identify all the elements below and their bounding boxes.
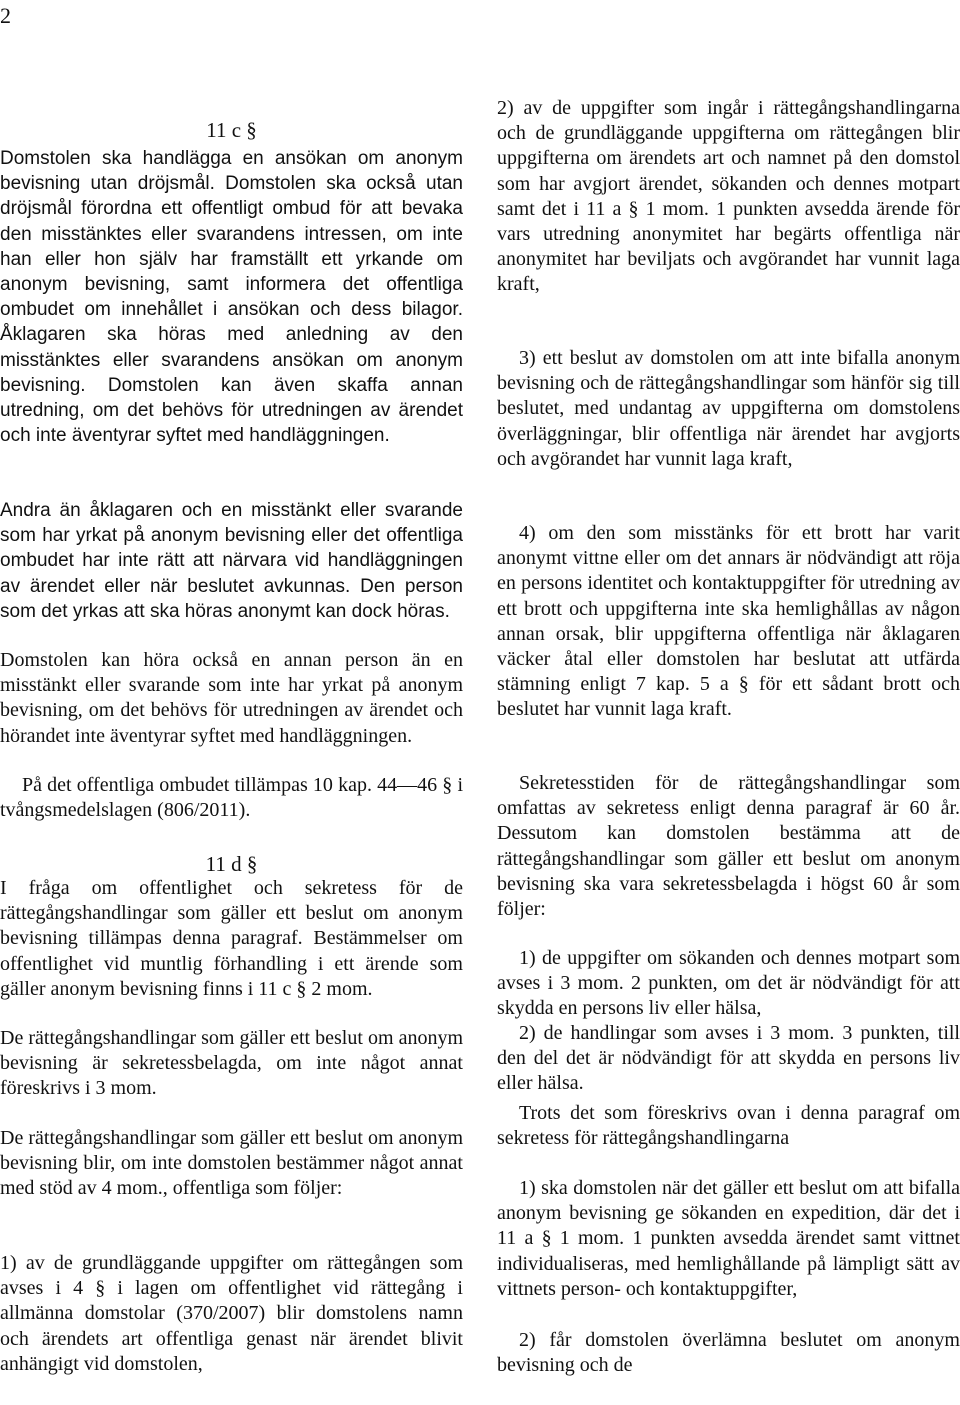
paragraph: 3) ett beslut av domstolen om att inte bifalla anonym bevisning och de rättegångshandlingar som hänför sig till beslutet, med undantag av uppgifterna om domstolens överläggningar, blir offentliga när ärendet har avgjorts och avgörandet har vunnit laga kraft, bbox=[497, 347, 960, 470]
paragraph: 2) av de uppgifter som ingår i rättegångshandlingarna och de grundläggande uppgifterna om rättegången blir uppgifterna om ärendets art och namnet på den domstol som har avgjort ärendet, sökanden och dennes motpart samt det i 11 a § 1 mom. 1 punkten avsedda ärende för vars utredning anonymitet har begärts offentliga när anonymitet har beviljats och avgörandet har vunnit laga kraft, bbox=[497, 97, 960, 296]
paragraph: Domstolen ska handlägga en ansökan om anonym bevisning utan dröjsmål. Domstolen ska också utan dröjsmål förordna ett offentligt ombud för att bevaka den misstänktes eller svarandens intressen, om inte han eller hon själv har framställt ett yrkande om anonym bevisning, samt informera det offentliga ombudet om innehållet i ansökan och dess bilagor. Åklagaren ska höras med anledning av den misstänktes eller svarandens ansökan om anonym bevisning. Domstolen kan även skaffa annan utredning, om det behövs för utredningen av ärendet och inte äventyrar syftet med handläggningen. bbox=[0, 148, 463, 447]
paragraph: De rättegångshandlingar som gäller ett beslut om anonym bevisning blir, om inte domstolen bestämmer något annat med stöd av 4 mom., offentliga som följer: bbox=[0, 1127, 463, 1200]
paragraph: 1) ska domstolen när det gäller ett beslut om att bifalla anonym bevisning ge sökanden en expedition, där det i 11 a § 1 mom. 1 punkten avsedda ärendet samt vittnet individualiseras, med hemlighållande på lämpligt sätt av vittnets person- och kontaktuppgifter, bbox=[497, 1177, 960, 1300]
paragraph: I fråga om offentlighet och sekretess för de rättegångshandlingar som gäller ett beslut om anonym bevisning tillämpas denna paragraf. Bestämmelser om offentlighet vid muntlig förhandling i ett ärende som gäller anonym bevisning finns i 11 c § 2 mom. bbox=[0, 877, 463, 1000]
paragraph: På det offentliga ombudet tillämpas 10 kap. 44—46 § i tvångsmedelslagen (806/2011). bbox=[0, 774, 463, 822]
paragraph: Sekretesstiden för de rättegångshandlingar som omfattas av sekretess enligt denna paragraf är 60 år. Dessutom kan domstolen bestämma att de rättegångshandlingar som gäller ett beslut om anonym bevisning ska vara sekretessbelagda i högst 60 år som följer: bbox=[497, 772, 960, 921]
paragraph: 2) får domstolen överlämna beslutet om anonym bevisning och de bbox=[497, 1329, 960, 1377]
page-number: 2 bbox=[0, 3, 11, 28]
paragraph: 1) de uppgifter om sökanden och dennes motpart som avses i 3 mom. 2 punkten, om det är nödvändigt för att skydda en persons liv eller hälsa, bbox=[497, 947, 960, 1020]
section-heading-11d: 11 d § bbox=[205, 852, 258, 876]
section-heading-11c: 11 c § bbox=[206, 118, 257, 142]
paragraph: 1) av de grundläggande uppgifter om rättegången som avses i 4 § i lagen om offentlighet vid rättegång i allmänna domstolar (370/2007) blir domstolens namn och ärendets art offentliga genast när ärendet blivit anhängigt vid domstolen, bbox=[0, 1252, 463, 1375]
paragraph: Trots det som föreskrivs ovan i denna paragraf om sekretess för rättegångshandlingarna bbox=[497, 1102, 960, 1150]
paragraph: Domstolen kan höra också en annan person än en misstänkt eller svarande som inte har yrkat på anonym bevisning, om det behövs för utredningen av ärendet och hörandet inte äventyrar syftet med handläggningen. bbox=[0, 649, 463, 747]
paragraph: 4) om den som misstänks för ett brott har varit anonymt vittne eller om det annars är nödvändigt att röja en persons identitet och kontaktuppgifter för utredning av ett brott och uppgifterna inte ska hemlighållas av någon annan orsak, blir uppgifterna offentliga när åklagaren väcker åtal eller domstolen har beslutat att utfärda stämning enligt 7 kap. 5 a § för ett sådant brott och beslutet har vunnit laga kraft. bbox=[497, 522, 960, 721]
paragraph: 2) de handlingar som avses i 3 mom. 3 punkten, till den del det är nödvändigt för att skydda en persons liv eller hälsa. bbox=[497, 1022, 960, 1095]
paragraph: Andra än åklagaren och en misstänkt eller svarande som har yrkat på anonym bevisning eller det offentliga ombudet har inte rätt att närvara vid handläggningen av ärendet eller när beslutet avkunnas. Den person som det yrkas att ska höras anonymt kan dock höras. bbox=[0, 500, 463, 622]
paragraph: De rättegångshandlingar som gäller ett beslut om anonym bevisning är sekretessbelagda, om inte något annat föreskrivs i 3 mom. bbox=[0, 1027, 463, 1100]
